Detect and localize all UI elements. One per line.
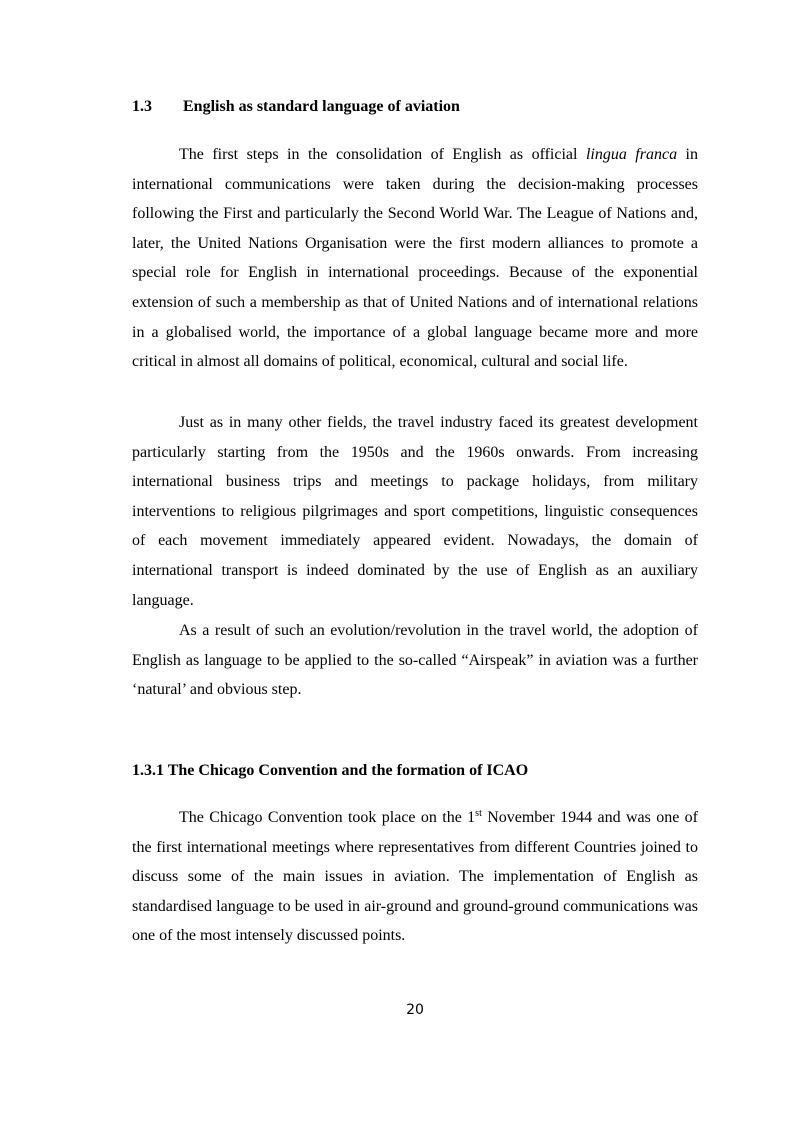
paragraph-4-start: The Chicago Convention took place on the 1 [179, 809, 476, 826]
section-number: 1.3 [132, 98, 152, 115]
paragraph-4-rest: November 1944 and was one of the first international meetings where representatives from different Countries joined to discuss some of the main issues in aviation. The implementation of English as standardised language to be used in air-ground and ground-ground communications was one of the most intensely discussed points. [132, 809, 698, 945]
paragraph-1-start: The first steps in the consolidation of English as official [179, 146, 586, 163]
italic-term: lingua franca [585, 146, 678, 163]
subsection-heading: 1.3.1 The Chicago Convention and the formation of ICAO [132, 762, 529, 779]
page-number: 20 [406, 1002, 424, 1018]
section-title: English as standard language of aviation [183, 98, 460, 115]
paragraph-3: As a result of such an evolution/revolution in the travel world, the adoption of English as language to be applied to the so-called “Airspeak” in aviation was a further ‘natural’ and obvious step. [132, 622, 698, 699]
paragraph-1-rest: in international communications were taken during the decision-making processes following the First and particularly the Second World War. The League of Nations and, later, the United Nations Organisation were the first modern alliances to promote a special role for English in international proceedings. Because of the exponential extension of such a membership as that of United Nations and of international relations in a globalised world, the importance of a global language became more and more critical in almost all domains of political, economical, cultural and social life. [132, 146, 699, 371]
ordinal-suffix: st [475, 808, 482, 819]
paragraph-1 [132, 140, 698, 377]
section-heading [132, 97, 460, 117]
paragraph-2: Just as in many other fields, the travel industry faced its greatest development particularly starting from the 1950s and the 1960s onwards. From increasing international business trips and meetings to package holidays, from military interventions to religious pilgrimages and sport competitions, linguistic consequences of each movement immediately appeared evident. Nowadays, the domain of international transport is indeed dominated by the use of English as an auxiliary language. [132, 414, 698, 609]
paragraph-4 [132, 803, 698, 951]
